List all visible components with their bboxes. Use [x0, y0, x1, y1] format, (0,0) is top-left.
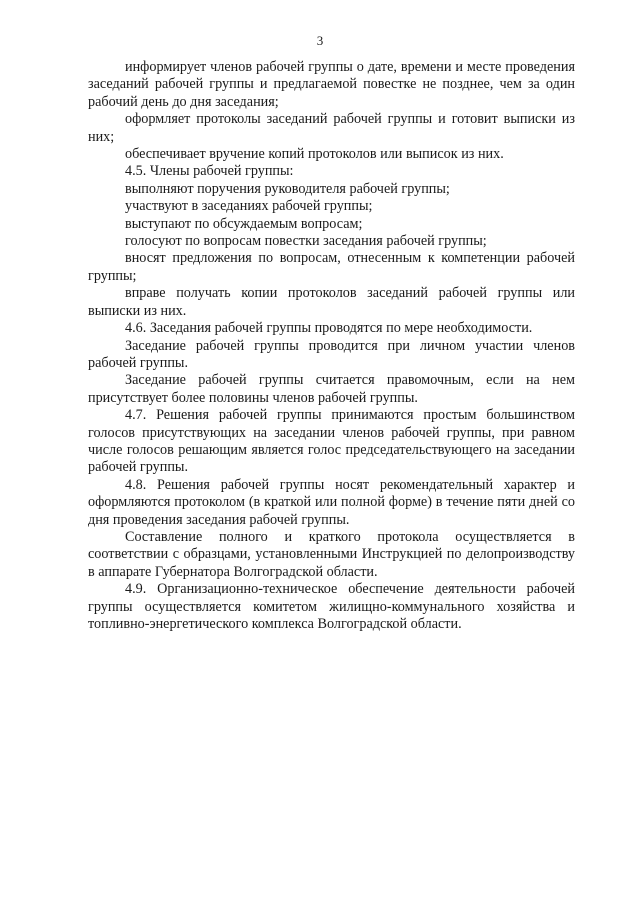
- paragraph: вносят предложения по вопросам, отнесенным к компетенции рабочей группы;: [88, 250, 575, 284]
- paragraph: выступают по обсуждаемым вопросам;: [125, 215, 363, 232]
- paragraph: оформляет протоколы заседаний рабочей группы и готовит выписки из них;: [88, 111, 575, 145]
- page-number: 3: [316, 33, 324, 48]
- paragraph: голосуют по вопросам повестки заседания рабочей группы;: [125, 233, 487, 250]
- section-4-7: 4.7. Решения рабочей группы принимаются простым большинством голосов присутствующих на заседании членов рабочей группы, при равном числе голосов решающим является голос председательствующего на заседании рабочей группы.: [88, 407, 575, 476]
- paragraph: Заседание рабочей группы считается правомочным, если на нем присутствует более половины членов рабочей группы.: [88, 372, 575, 406]
- paragraph: вправе получать копии протоколов заседаний рабочей группы или выписки из них.: [88, 285, 575, 319]
- section-4-6: 4.6. Заседания рабочей группы проводятся по мере необходимости.: [125, 320, 533, 337]
- paragraph: информирует членов рабочей группы о дате, времени и месте проведения заседаний рабочей группы и предлагаемой повестке не позднее, чем за один рабочий день до дня заседания;: [88, 59, 575, 110]
- section-4-9: 4.9. Организационно-техническое обеспечение деятельности рабочей группы осуществляется комитетом жилищно-коммунального хозяйства и топливно-энергетического комплекса Волгоградской области.: [88, 581, 575, 632]
- paragraph: выполняют поручения руководителя рабочей группы;: [125, 180, 450, 197]
- paragraph: Заседание рабочей группы проводится при личном участии членов рабочей группы.: [88, 337, 575, 371]
- section-heading-4-5: 4.5. Члены рабочей группы:: [125, 163, 294, 180]
- paragraph: участвуют в заседаниях рабочей группы;: [125, 198, 373, 215]
- paragraph: обеспечивает вручение копий протоколов или выписок из них.: [125, 146, 504, 163]
- paragraph: Составление полного и краткого протокола осуществляется в соответствии с образцами, установленными Инструкцией по делопроизводству в аппарате Губернатора Волгоградской области.: [88, 528, 575, 580]
- section-4-8: 4.8. Решения рабочей группы носят рекомендательный характер и оформляются протоколом (в краткой или полной форме) в течение пяти дней со дня проведения заседания рабочей группы.: [88, 476, 575, 528]
- document-body: [88, 59, 575, 633]
